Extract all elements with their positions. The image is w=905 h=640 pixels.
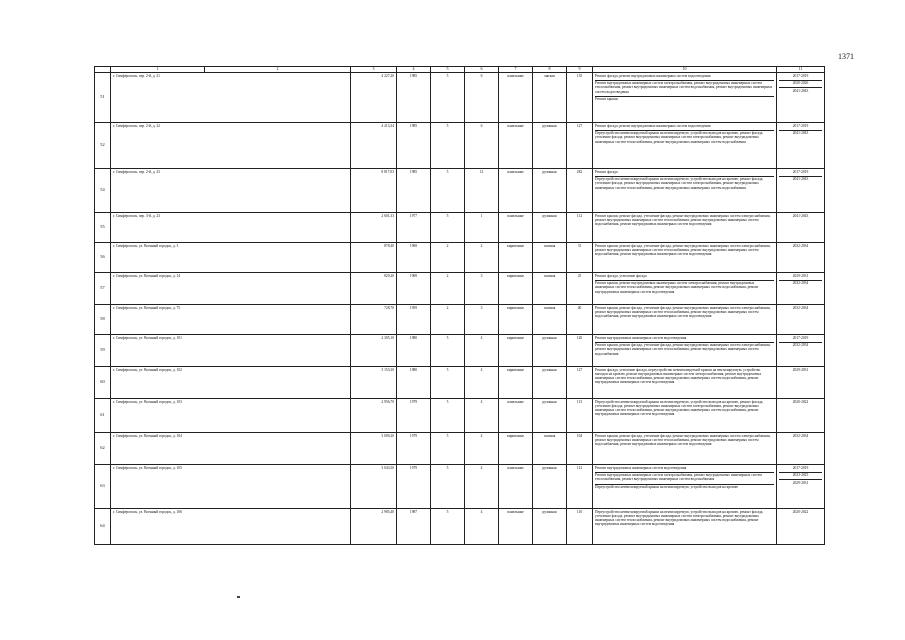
material-cell: панельные: [499, 169, 533, 213]
header-cell: 2: [205, 67, 351, 73]
works-cell: [593, 509, 777, 545]
scan-artifact: [237, 596, 240, 598]
area-cell: 4 227,20: [351, 73, 397, 123]
years-cell: [777, 465, 825, 509]
area-cell: 8 817,03: [351, 169, 397, 213]
years-cell: [777, 433, 825, 465]
header-cell: 6: [465, 67, 499, 73]
apartments-cell: 282: [567, 169, 593, 213]
works-cell: [593, 243, 777, 273]
area-cell: 4 213,34: [351, 123, 397, 169]
year-cell: 1979: [397, 433, 431, 465]
capital-repair-table: [94, 66, 825, 545]
row-number: 54: [95, 169, 111, 213]
work-item: Ремонт фасада, ремонт внутридомовых инженерных систем водоотведения: [595, 73, 711, 78]
apartments-cell: 112: [567, 213, 593, 243]
header-cell: 10: [593, 67, 777, 73]
header-cell: 4: [397, 67, 431, 73]
entrances-cell: 4: [465, 335, 499, 367]
period-item: 2032-2034: [792, 243, 809, 248]
table-row: [95, 123, 825, 169]
table-row: [95, 465, 825, 509]
work-item: Ремонт крыши: [595, 96, 774, 102]
period-item: 2041-2043: [779, 87, 822, 93]
roof-cell: рулонная: [533, 399, 567, 433]
years-cell: [777, 367, 825, 399]
works-cell: [593, 367, 777, 399]
years-cell: [777, 335, 825, 367]
row-number: 52: [95, 123, 111, 169]
entrances-cell: 3: [465, 305, 499, 335]
period-item: 2029-2031: [792, 367, 809, 372]
period-item: 2041-2043: [779, 176, 822, 182]
table-row: [95, 367, 825, 399]
period-item: 2020-2026: [779, 80, 822, 86]
material-cell: кирпичные: [499, 243, 533, 273]
roof-cell: рулонная: [533, 123, 567, 169]
floors-cell: 2: [431, 243, 465, 273]
period-item: 2017-2019: [792, 73, 809, 78]
table-row: [95, 433, 825, 465]
roof-cell: рулонная: [533, 465, 567, 509]
period-item: 2020-2022: [792, 399, 809, 404]
area-cell: 3 043,50: [351, 465, 397, 509]
row-number: 60: [95, 367, 111, 399]
entrances-cell: 6: [465, 73, 499, 123]
year-cell: 1977: [397, 213, 431, 243]
work-item: Переустройство невентилируемой крыши на вентилируемую, устройство выходов на кровлю, ремонт фасада, утепление фасада, ремонт внутридомовых инженерных систем электроснабжения, ремонт внутридомовых инженерных систем теплоснабжения, ремонт внутридомовых инженерных систем водоснабжения, ремонт внутридомовых инженерных систем водоотведения: [595, 399, 764, 417]
floors-cell: 5: [431, 367, 465, 399]
years-cell: [777, 399, 825, 433]
area-cell: 2 956,70: [351, 399, 397, 433]
period-item: 2017-2019: [792, 169, 809, 174]
apartments-cell: 127: [567, 123, 593, 169]
entrances-cell: 4: [465, 509, 499, 545]
year-cell: 1985: [397, 73, 431, 123]
period-item: 2017-2019: [792, 335, 809, 340]
year-cell: 1959: [397, 305, 431, 335]
page-number: 1371: [838, 52, 854, 61]
period-item: 2029-2031: [792, 273, 809, 278]
apartments-cell: 104: [567, 433, 593, 465]
works-cell: [593, 465, 777, 509]
period-item: 2032-2034: [792, 305, 809, 310]
year-cell: 1980: [397, 367, 431, 399]
row-number: 58: [95, 305, 111, 335]
entrances-cell: 6: [465, 123, 499, 169]
apartments-cell: 112: [567, 465, 593, 509]
period-item: 2032-2034: [779, 280, 822, 286]
year-cell: 1979: [397, 465, 431, 509]
material-cell: кирпичные: [499, 273, 533, 305]
roof-cell: рулонная: [533, 169, 567, 213]
roof-cell: рулонная: [533, 367, 567, 399]
years-cell: [777, 213, 825, 243]
address-cell: г. Симферополь, пер. 2-й, д. 23: [111, 169, 351, 213]
entrances-cell: 4: [465, 399, 499, 433]
apartments-cell: 127: [567, 367, 593, 399]
floors-cell: 5: [431, 335, 465, 367]
period-item: 2032-2034: [792, 433, 809, 438]
year-cell: 1985: [397, 169, 431, 213]
period-item: 2017-2019: [792, 123, 809, 128]
roof-cell: рулонная: [533, 213, 567, 243]
address-cell: г. Симферополь, пер. 3-й, д. 23: [111, 213, 351, 243]
works-cell: [593, 305, 777, 335]
work-item: Ремонт внутридомовых инженерных систем водоотведения: [595, 465, 687, 470]
work-item: Ремонт крыши, ремонт фасада, утепление фасада, ремонт внутридомовых инженерных систем электроснабжения, ремонт внутридомовых инженерных систем теплоснабжения, ремонт внутридомовых инженерных систем водоснабжения, ремонт внутридомовых инженерных систем водоотведения: [595, 305, 771, 318]
table-row: [95, 73, 825, 123]
year-cell: 1985: [397, 123, 431, 169]
address-cell: г. Симферополь, пер. 2-й, д. 21: [111, 73, 351, 123]
floors-cell: 5: [431, 73, 465, 123]
header-cell: 8: [533, 67, 567, 73]
area-cell: 3 153,30: [351, 367, 397, 399]
roof-cell: скатная: [533, 305, 567, 335]
years-cell: [777, 73, 825, 123]
apartments-cell: 135: [567, 73, 593, 123]
work-item: Переустройство невентилируемой крыши на вентилируемую, устройство выходов на кровлю, ремонт фасада, утепление фасада, ремонт внутридомовых инженерных систем электроснабжения, ремонт внутридомовых инженерных систем теплоснабжения, ремонт внутридомовых инженерных систем водоснабжения: [595, 176, 774, 190]
row-number: 57: [95, 273, 111, 305]
address-cell: г. Симферополь, ул. Военный городок, д. 75: [111, 305, 351, 335]
entrances-cell: 12: [465, 169, 499, 213]
address-cell: г. Симферополь, ул. Военный городок, д. 3: [111, 243, 351, 273]
material-cell: кирпичные: [499, 335, 533, 367]
years-cell: [777, 123, 825, 169]
works-cell: [593, 433, 777, 465]
entrances-cell: 4: [465, 433, 499, 465]
address-cell: г. Симферополь, ул. Военный городок, д. 104: [111, 433, 351, 465]
years-cell: [777, 169, 825, 213]
entrances-cell: 1: [465, 213, 499, 243]
works-cell: [593, 73, 777, 123]
floors-cell: 5: [431, 123, 465, 169]
work-item: Ремонт фасада, ремонт внутридомовых инженерных систем водоотведения: [595, 123, 711, 128]
work-item: Ремонт крыши, ремонт фасада, утепление фасада, ремонт внутридомовых инженерных систем электроснабжения, ремонт внутридомовых инженерных систем теплоснабжения, ремонт внутридомовых инженерных систем водоснабжения, ремонт внутридомовых инженерных систем водоотведения: [595, 213, 771, 226]
period-item: 2029-2031: [779, 479, 822, 485]
work-item: Переустройство невентилируемой крыши на вентилируемую, устройство выходов на кровлю, ремонт фасада, утепление фасада, ремонт внутридомовых инженерных систем электроснабжения, ремонт внутридомовых инженерных систем теплоснабжения, ремонт внутридомовых инженерных систем водоснабжения, ремонт внутридомовых инженерных систем водоотведения: [595, 509, 764, 527]
table-row: [95, 399, 825, 433]
work-item: Переустройство невентилируемой крыши на вентилируемую, устройство выходов на кровлю: [595, 484, 774, 490]
table-body: [95, 67, 825, 545]
material-cell: панельные: [499, 213, 533, 243]
apartments-cell: 113: [567, 399, 593, 433]
period-item: 2017-2019: [792, 465, 809, 470]
address-cell: г. Симферополь, ул. Военный городок, д. 102: [111, 367, 351, 399]
table-row: [95, 243, 825, 273]
floors-cell: 5: [431, 465, 465, 509]
roof-cell: мягкая: [533, 73, 567, 123]
works-cell: [593, 123, 777, 169]
header-cell: 1: [111, 67, 205, 73]
material-cell: кирпичные: [499, 433, 533, 465]
work-item: Ремонт крыши, ремонт фасада, утепление фасада, ремонт внутридомовых инженерных систем электроснабжения, ремонт внутридомовых инженерных систем теплоснабжения, ремонт внутридомовых инженерных систем водоснабжения: [595, 342, 774, 356]
material-cell: панельные: [499, 123, 533, 169]
row-number: 59: [95, 335, 111, 367]
floors-cell: 5: [431, 509, 465, 545]
year-cell: 1969: [397, 273, 431, 305]
header-cell: 7: [499, 67, 533, 73]
work-item: Ремонт крыши, ремонт внутридомовых инженерных систем электроснабжения, ремонт внутридомовых инженерных систем теплоснабжения, ремонт внутридомовых инженерных систем водоснабжения, ремонт внутридомовых инженерных систем водоотведения: [595, 280, 774, 294]
work-item: Ремонт крыши, ремонт фасада, утепление фасада, ремонт внутридомовых инженерных систем электроснабжения, ремонт внутридомовых инженерных систем теплоснабжения, ремонт внутридомовых инженерных систем водоснабжения, ремонт внутридомовых инженерных систем водоотведения: [595, 433, 771, 446]
area-cell: 878,40: [351, 243, 397, 273]
area-cell: 728,70: [351, 305, 397, 335]
area-cell: 829,20: [351, 273, 397, 305]
floors-cell: 5: [431, 399, 465, 433]
works-cell: [593, 335, 777, 367]
roof-cell: скатная: [533, 243, 567, 273]
table-row: [95, 213, 825, 243]
address-cell: г. Симферополь, ул. Военный городок, д. 106: [111, 509, 351, 545]
floors-cell: 5: [431, 213, 465, 243]
apartments-cell: 25: [567, 273, 593, 305]
works-cell: [593, 273, 777, 305]
work-item: Ремонт фасада, утепление фасада: [595, 273, 647, 278]
years-cell: [777, 305, 825, 335]
address-cell: г. Симферополь, ул. Военный городок, д. 101: [111, 335, 351, 367]
table-row: [95, 169, 825, 213]
header-cell: 5: [431, 67, 465, 73]
address-cell: г. Симферополь, ул. Военный городок, д. 103: [111, 399, 351, 433]
apartments-cell: 31: [567, 243, 593, 273]
table-row: [95, 509, 825, 545]
year-cell: 1979: [397, 399, 431, 433]
header-cell: 3: [351, 67, 397, 73]
area-cell: 2 601,33: [351, 213, 397, 243]
work-item: Ремонт внутридомовых инженерных систем водоотведения: [595, 335, 687, 340]
works-cell: [593, 213, 777, 243]
entrances-cell: 2: [465, 243, 499, 273]
floors-cell: 5: [431, 169, 465, 213]
period-item: 2032-2034: [779, 342, 822, 348]
years-cell: [777, 243, 825, 273]
area-cell: 2 305,10: [351, 335, 397, 367]
work-item: Ремонт внутридомовых инженерных систем электроснабжения, ремонт внутридомовых инженерных систем теплоснабжения, ремонт внутридомовых инженерных систем водоснабжения: [595, 472, 774, 482]
material-cell: панельные: [499, 73, 533, 123]
years-cell: [777, 273, 825, 305]
roof-cell: рулонная: [533, 509, 567, 545]
material-cell: панельные: [499, 465, 533, 509]
table-row: [95, 335, 825, 367]
period-item: 2041-2043: [779, 130, 822, 136]
period-item: 2023-2025: [779, 472, 822, 478]
roof-cell: рулонная: [533, 335, 567, 367]
table-row: [95, 273, 825, 305]
roof-cell: скатная: [533, 433, 567, 465]
work-item: Ремонт внутридомовых инженерных систем электроснабжения, ремонт внутридомовых инженерных систем теплоснабжения, ремонт внутридомовых инженерных систем водоснабжения, ремонт внутридомовых инженерных систем водоотведения: [595, 81, 773, 94]
area-cell: 3 009,20: [351, 433, 397, 465]
works-cell: [593, 169, 777, 213]
roof-cell: скатная: [533, 273, 567, 305]
row-number: 64: [95, 509, 111, 545]
entrances-cell: 4: [465, 465, 499, 509]
address-cell: г. Симферополь, ул. Военный городок, д. 14: [111, 273, 351, 305]
period-item: 2041-2043: [792, 213, 809, 218]
year-cell: 1987: [397, 509, 431, 545]
row-number: 56: [95, 243, 111, 273]
floors-cell: 2: [431, 273, 465, 305]
year-cell: 1980: [397, 335, 431, 367]
material-cell: кирпичные: [499, 367, 533, 399]
entrances-cell: 4: [465, 367, 499, 399]
area-cell: 2 985,40: [351, 509, 397, 545]
header-cell: 11: [777, 67, 825, 73]
row-number: 51: [95, 73, 111, 123]
work-item: Ремонт фасада: [595, 169, 618, 174]
apartments-cell: 110: [567, 509, 593, 545]
work-item: Ремонт фасада, утепление фасада, переустройство невентилируемой крыши на вентилируемую, устройство выходов на кровлю, ремонт внутридомовых инженерных систем электроснабжения, ремонт внутридомовых инженерных систем теплоснабжения, ремонт внутридомовых инженерных систем водоснабжения, ремонт внутридомовых инженерных систем водоотведения: [595, 367, 762, 385]
floors-cell: 2: [431, 305, 465, 335]
address-cell: г. Симферополь, пер. 2-й, д. 22: [111, 123, 351, 169]
works-cell: [593, 399, 777, 433]
apartments-cell: 120: [567, 335, 593, 367]
entrances-cell: 3: [465, 273, 499, 305]
row-number: 62: [95, 433, 111, 465]
apartments-cell: 40: [567, 305, 593, 335]
row-number: 63: [95, 465, 111, 509]
material-cell: кирпичные: [499, 305, 533, 335]
work-item: Переустройство невентилируемой крыши на вентилируемую, устройство выходов на кровлю, ремонт фасада, утепление фасада, ремонт внутридомовых инженерных систем электроснабжения, ремонт внутридомовых инженерных систем теплоснабжения, ремонт внутридомовых инженерных систем водоснабжения: [595, 130, 774, 144]
material-cell: панельные: [499, 399, 533, 433]
floors-cell: 5: [431, 433, 465, 465]
material-cell: панельные: [499, 509, 533, 545]
work-item: Ремонт крыши, ремонт фасада, утепление фасада, ремонт внутридомовых инженерных систем электроснабжения, ремонт внутридомовых инженерных систем теплоснабжения, ремонт внутридомовых инженерных систем водоснабжения, ремонт внутридомовых инженерных систем водоотведения: [595, 243, 771, 256]
years-cell: [777, 509, 825, 545]
table-row: [95, 305, 825, 335]
period-item: 2020-2022: [792, 509, 809, 514]
year-cell: 1969: [397, 243, 431, 273]
row-number: 61: [95, 399, 111, 433]
header-cell: 9: [567, 67, 593, 73]
address-cell: г. Симферополь, ул. Военный городок, д. 105: [111, 465, 351, 509]
row-number: 55: [95, 213, 111, 243]
